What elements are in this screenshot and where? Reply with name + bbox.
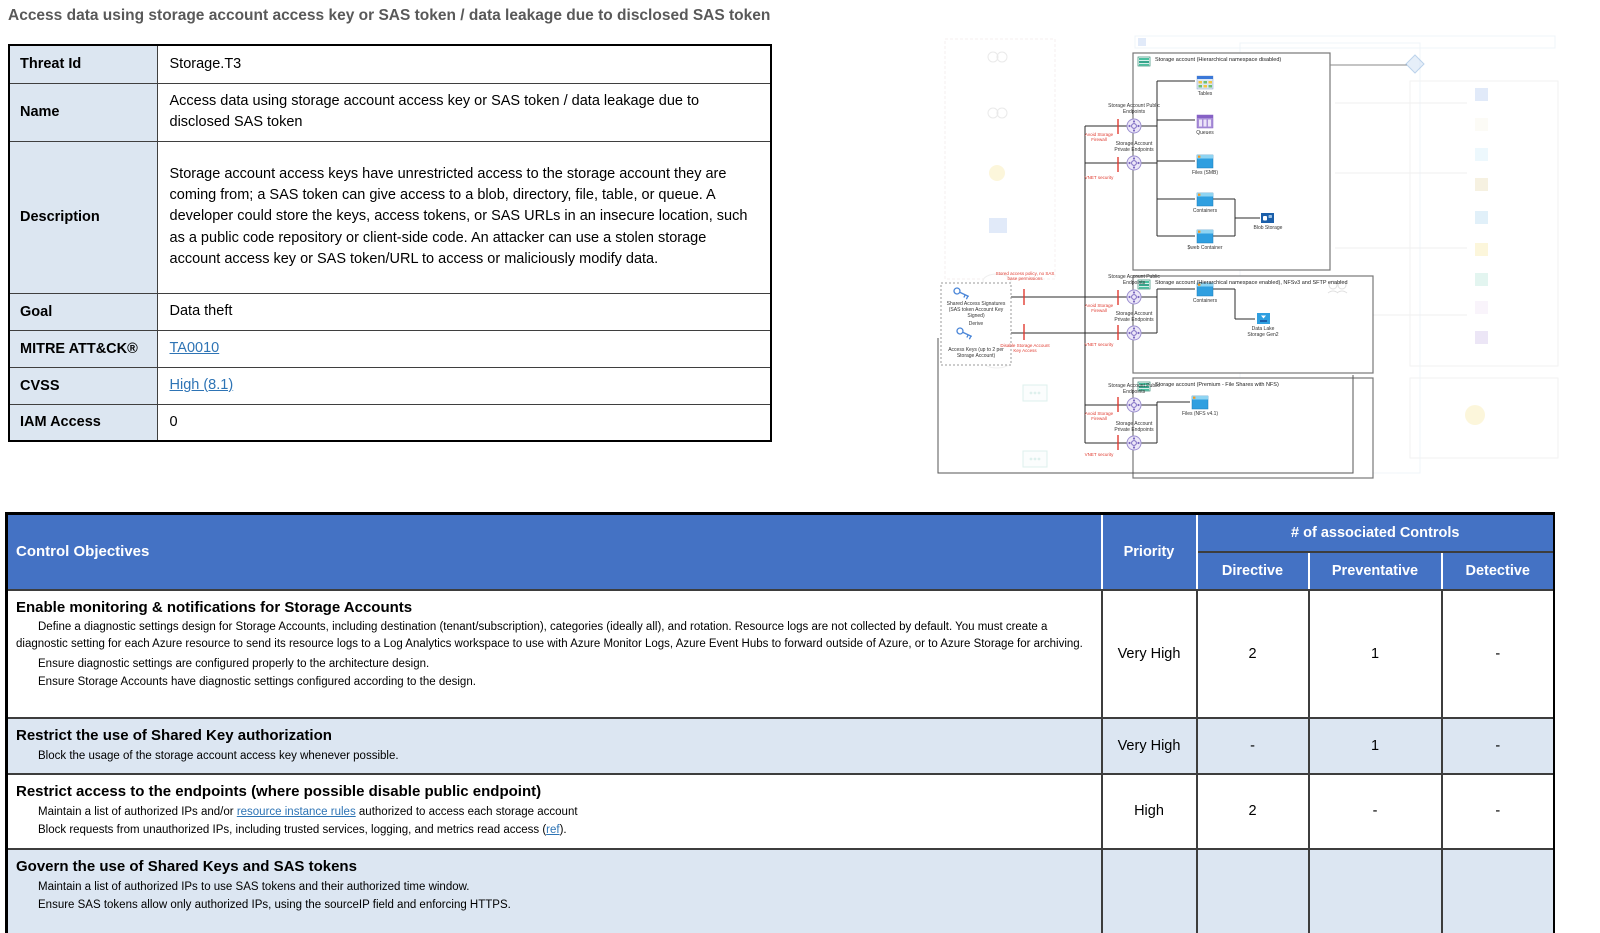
table-row <box>9 293 771 330</box>
access-keys-label: Access Keys (up to 2 per Storage Account) <box>948 347 1004 359</box>
data-lake-label: Data Lake Storage Gen2 <box>1247 326 1279 338</box>
name-value: Access data using storage account access key or SAS token / data leakage due to disclosed SAS token <box>157 83 771 141</box>
public-endpoint-icon <box>1127 398 1141 412</box>
note-disable-key: Disable Storage Account Key Access <box>1000 343 1050 354</box>
threat-id-value: Storage.T3 <box>157 45 771 83</box>
public-endpoint-icon <box>1127 119 1141 133</box>
public-endpoints-label: Storage Account Public Endpoints <box>1108 274 1160 286</box>
header-directive: Directive <box>1197 552 1309 590</box>
defender-icon <box>1406 55 1424 73</box>
line-text: Maintain a list of authorized IPs and/or <box>38 805 237 818</box>
threat-id-label: Threat Id <box>9 45 157 83</box>
resource-instance-rules-link[interactable]: resource instance rules <box>236 805 356 818</box>
directive-count <box>1197 849 1309 933</box>
detective-count: - <box>1442 718 1555 774</box>
queues-label: Queues <box>1196 130 1214 136</box>
files-smb-icon <box>1197 155 1213 168</box>
objective-title: Restrict access to the endpoints (where possible disable public endpoint) <box>16 782 542 800</box>
iam-access-value: 0 <box>157 404 771 441</box>
note-avoid-firewall: Avoid Storage Firewall <box>1084 303 1114 314</box>
objective-title: Enable monitoring & notifications for Storage Accounts <box>16 598 413 616</box>
diagram-canvas <box>905 33 1560 485</box>
objective-title: Govern the use of Shared Keys and SAS tokens <box>16 857 357 875</box>
detective-count: - <box>1442 590 1555 718</box>
preventative-count: - <box>1309 774 1442 849</box>
storage-box3-title: Storage account (Premium - File Shares with NFS) <box>1155 382 1279 388</box>
containers-label: Containers <box>1192 208 1218 214</box>
storage-account-icon <box>1138 57 1150 66</box>
storage-box2-title: Storage account (Hierarchical namespace enabled), NFSv3 and SFTP enabled <box>1155 280 1348 286</box>
objective-line <box>16 803 1091 821</box>
private-endpoints-label: Storage Account Private Endpoints <box>1114 141 1154 153</box>
containers-label: Containers <box>1192 298 1218 304</box>
goal-value: Data theft <box>157 293 771 330</box>
derive-label: Derive <box>968 321 984 327</box>
priority-value: Very High <box>1102 718 1197 774</box>
web-container-label: $web Container <box>1187 245 1223 251</box>
detective-count: - <box>1442 774 1555 849</box>
goal-label: Goal <box>9 293 157 330</box>
files-smb-label: Files (SMB) <box>1191 170 1219 176</box>
table-row <box>9 141 771 293</box>
public-endpoint-icon <box>1127 290 1141 304</box>
preventative-count <box>1309 849 1442 933</box>
name-label: Name <box>9 83 157 141</box>
header-associated-controls: # of associated Controls <box>1197 514 1555 552</box>
table-row <box>7 849 1555 933</box>
table-row <box>9 367 771 404</box>
objective-line: Block the usage of the storage account access key whenever possible. <box>38 749 399 762</box>
note-stored-policy: Stored access policy, no SAS base permissions <box>995 271 1055 282</box>
objective-title: Restrict the use of Shared Key authorization <box>16 726 332 744</box>
files-nfs-label: Files (NFS v4.1) <box>1181 411 1219 417</box>
data-lake-icon <box>1257 313 1270 324</box>
directive-count: 2 <box>1197 590 1309 718</box>
control-objectives-table <box>5 512 1555 933</box>
objective-line: Maintain a list of authorized IPs to use SAS tokens and their authorized time window. <box>38 880 470 893</box>
public-endpoints-label: Storage Account Public Endpoints <box>1108 103 1160 115</box>
mitre-link[interactable]: TA0010 <box>169 339 220 356</box>
cvss-link[interactable]: High (8.1) <box>169 376 234 393</box>
header-preventative: Preventative <box>1309 552 1442 590</box>
storage-box-premium <box>1133 378 1373 478</box>
control-objectives-section <box>5 512 1555 933</box>
table-row <box>7 718 1555 774</box>
note-vnet-security: VNET security <box>1084 342 1114 347</box>
private-endpoint-icon <box>1127 436 1141 450</box>
table-row <box>7 590 1555 718</box>
mitre-label: MITRE ATT&CK® <box>9 330 157 367</box>
iam-access-label: IAM Access <box>9 404 157 441</box>
header-detective: Detective <box>1442 552 1555 590</box>
ref-link[interactable]: ref <box>546 824 560 837</box>
tables-label: Tables <box>1197 91 1213 97</box>
objective-line <box>16 821 1091 839</box>
architecture-diagram <box>905 33 1560 485</box>
table-row <box>9 83 771 141</box>
priority-value: Very High <box>1102 590 1197 718</box>
storage-box-hns-enabled <box>1133 276 1373 373</box>
priority-value: High <box>1102 774 1197 849</box>
detective-count <box>1442 849 1555 933</box>
line-text: ). <box>559 824 567 837</box>
blob-storage-icon <box>1261 213 1274 223</box>
note-vnet-security: VNET security <box>1084 452 1114 457</box>
preventative-count: 1 <box>1309 590 1442 718</box>
description-value: Storage account access keys have unrestricted access to the storage account they are coming from; a SAS token can give access to a blob, directory, file, table, or queue. A developer could store the keys, access tokens, or SAS URLs in an insecure location, such as a public code repository or client-side code. An attacker can use a stolen storage account access key or SAS token/URL to access or maliciously modify data. <box>157 141 771 293</box>
cvss-label: CVSS <box>9 367 157 404</box>
sas-label: Shared Access Signatures (SAS token Account Key Signed) <box>946 301 1006 319</box>
public-endpoints-label: Storage Account Public Endpoints <box>1108 383 1160 395</box>
header-priority: Priority <box>1102 514 1197 590</box>
table-row <box>9 330 771 367</box>
line-text: Block requests from unauthorized IPs, including trusted services, logging, and metrics read access ( <box>38 824 547 837</box>
header-control-objectives: Control Objectives <box>7 514 1102 590</box>
web-container-icon <box>1197 230 1213 243</box>
table-row <box>9 404 771 441</box>
private-endpoint-icon <box>1127 156 1141 170</box>
directive-count: 2 <box>1197 774 1309 849</box>
objective-line: Ensure diagnostic settings are configured properly to the architecture design. <box>38 658 430 670</box>
table-row <box>7 774 1555 849</box>
private-endpoints-label: Storage Account Private Endpoints <box>1114 311 1154 323</box>
queues-icon <box>1197 115 1213 128</box>
line-text: authorized to access each storage account <box>355 805 578 818</box>
page-title: Access data using storage account access key or SAS token / data leakage due to disclosed SAS token <box>8 7 771 24</box>
objective-line: Ensure SAS tokens allow only authorized IPs, using the sourceIP field and enforcing HTTPS. <box>38 899 511 912</box>
private-endpoint-icon <box>1127 326 1141 340</box>
note-avoid-firewall: Avoid Storage Firewall <box>1084 132 1114 143</box>
tables-icon <box>1197 76 1213 89</box>
containers-icon <box>1197 193 1213 206</box>
table-row <box>9 45 771 83</box>
blob-storage-label: Blob Storage <box>1253 225 1283 231</box>
threat-detail-table <box>8 44 772 442</box>
private-endpoints-label: Storage Account Private Endpoints <box>1114 421 1154 433</box>
priority-value <box>1102 849 1197 933</box>
files-nfs-icon <box>1192 396 1208 409</box>
note-avoid-firewall: Avoid Storage Firewall <box>1084 411 1114 422</box>
directive-count: - <box>1197 718 1309 774</box>
objective-line: Ensure Storage Accounts have diagnostic settings configured according to the design. <box>38 676 476 689</box>
note-vnet-security: VNET security <box>1084 175 1114 180</box>
storage-box1-title: Storage account (Hierarchical namespace disabled) <box>1155 57 1282 63</box>
description-label: Description <box>9 141 157 293</box>
objective-paragraph: Define a diagnostic settings design for Storage Accounts, including destination (tenant/subscription), categories (ideally all), and rotation. Resource logs are not collected by default. You must create a diagnostic setting for each Azure resource to send its resource logs to a Log Analytics workspace to use with Azure Monitor Logs, Azure Event Hubs to forward outside of Azure, or to Azure Storage for archiving. <box>16 620 1083 650</box>
preventative-count: 1 <box>1309 718 1442 774</box>
